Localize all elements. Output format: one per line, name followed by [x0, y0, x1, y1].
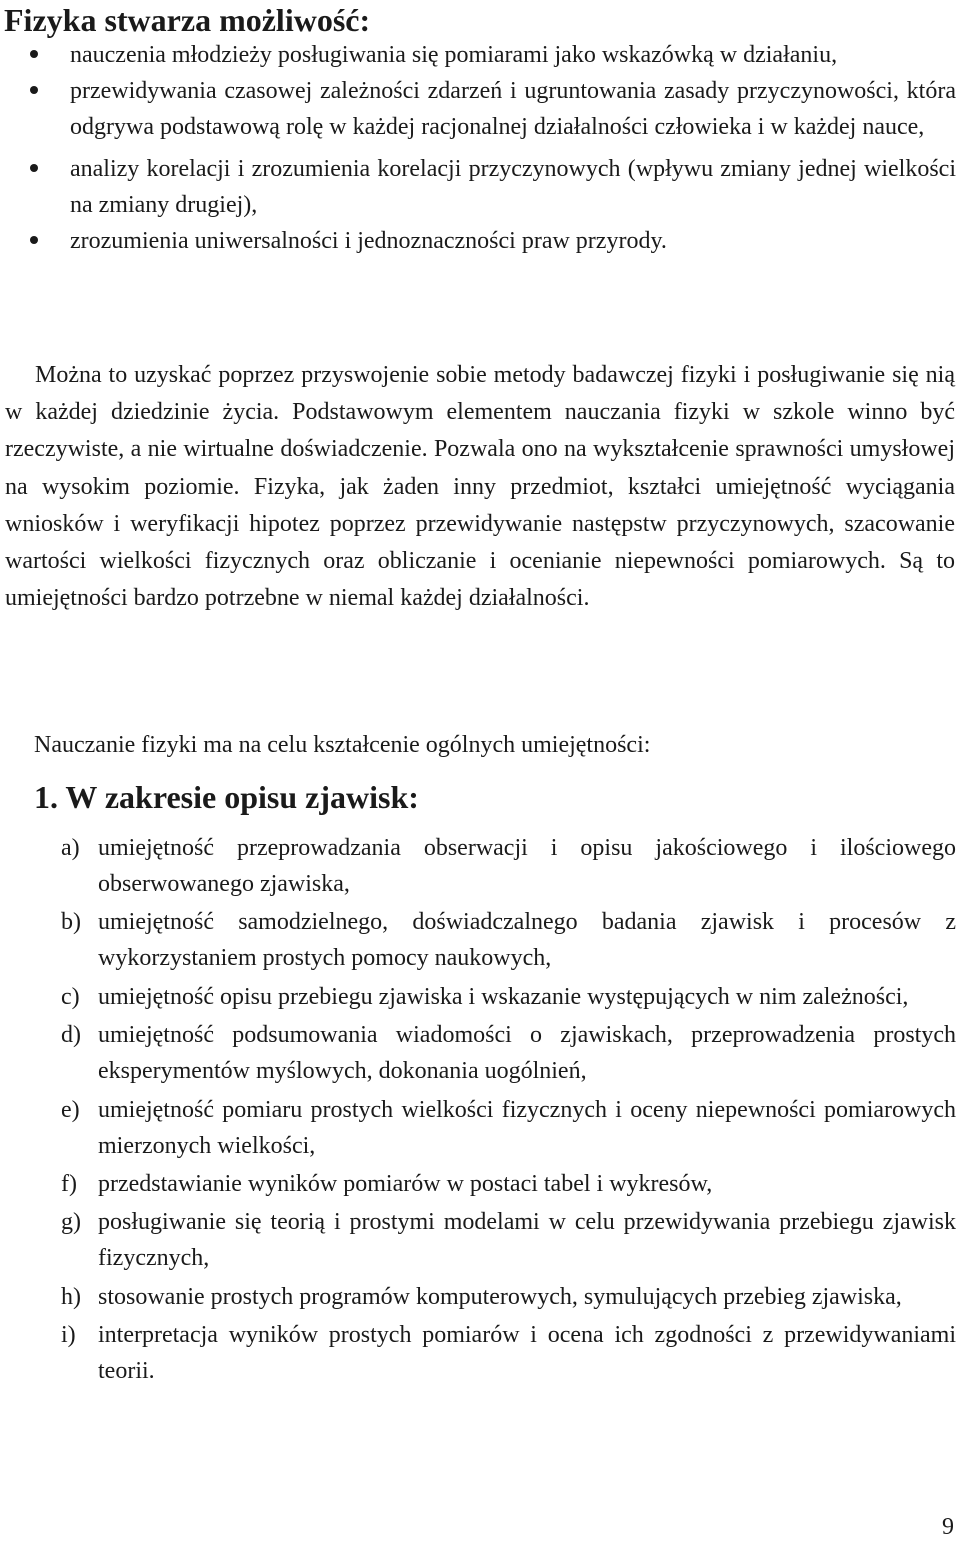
bullet-text: przewidywania czasowej zależności zdarzeń i ugruntowania zasady przyczynowości, która odgrywa podstawową rolę w każdej racjonalnej działalności człowieka i w każdej nauce,	[70, 78, 956, 140]
bullet-item	[0, 223, 956, 259]
page-heading: Fizyka stwarza możliwość:	[4, 2, 371, 38]
skills-list	[0, 830, 956, 1392]
bullet-item	[0, 151, 956, 223]
list-item-text: umiejętność opisu przebiegu zjawiska i wskazanie występujących w nim zależności,	[98, 983, 909, 1010]
list-item	[0, 1279, 956, 1315]
list-item	[0, 904, 956, 976]
list-item-text: umiejętność podsumowania wiadomości o zjawiskach, przeprowadzenia prostych eksperymentów myślowych, dokonania uogólnień,	[98, 1022, 956, 1085]
list-marker: i)	[61, 1322, 76, 1349]
list-item	[0, 1204, 956, 1276]
list-marker: c)	[61, 983, 80, 1010]
list-marker: e)	[61, 1096, 80, 1123]
body-paragraph: Można to uzyskać poprzez przyswojenie sobie metody badawczej fizyki i posługiwanie się nią w każdej dziedzinie życia. Podstawowym elementem nauczania fizyki w szkole winno być rzeczywiste, a nie wirtualne doświadczenie. Pozwala ono na wykształcenie sprawności umysłowej na wysokim poziomie. Fizyka, jak żaden inny przedmiot, kształci umiejętność wyciągania wniosków i weryfikacji hipotez poprzez przewidywanie następstw przyczynowych, szacowanie wartości wielkości fizycznych oraz obliczanie i ocenianie niepewności pomiarowych. Są to umiejętności bardzo potrzebne w niemal każdej działalności.	[5, 362, 955, 612]
bullet-icon	[30, 164, 38, 172]
list-item-text: przedstawianie wyników pomiarów w postaci tabel i wykresów,	[98, 1170, 713, 1197]
bullet-text: analizy korelacji i zrozumienia korelacji przyczynowych (wpływu zmiany jednej wielkości na zmiany drugiej),	[70, 156, 956, 218]
list-item-text: umiejętność pomiaru prostych wielkości fizycznych i oceny niepewności pomiarowych mierzonych wielkości,	[98, 1096, 956, 1159]
bullet-text: nauczenia młodzieży posługiwania się pomiarami jako wskazówką w działaniu,	[70, 42, 838, 68]
list-item-text: posługiwanie się teorią i prostymi modelami w celu przewidywania przebiegu zjawisk fizycznych,	[98, 1209, 956, 1272]
bullet-item	[0, 73, 956, 145]
list-item	[0, 1017, 956, 1089]
bullet-icon	[30, 86, 38, 94]
bullet-list	[0, 37, 956, 259]
bullet-icon	[30, 50, 38, 58]
section-title: 1. W zakresie opisu zjawisk:	[34, 779, 419, 815]
bullet-icon	[30, 236, 38, 244]
intro-line: Nauczanie fizyki ma na celu kształcenie ogólnych umiejętności:	[34, 732, 651, 758]
bullet-text: zrozumienia uniwersalności i jednoznaczności praw przyrody.	[70, 228, 667, 254]
list-marker: h)	[61, 1283, 81, 1310]
list-marker: d)	[61, 1022, 81, 1049]
list-item-text: umiejętność samodzielnego, doświadczalnego badania zjawisk i procesów z wykorzystaniem prostych pomocy naukowych,	[98, 909, 956, 972]
list-marker: b)	[61, 909, 81, 936]
list-marker: g)	[61, 1209, 81, 1236]
bullet-item	[0, 37, 956, 73]
list-item	[0, 1092, 956, 1164]
page-number: 9	[942, 1514, 954, 1540]
list-item	[0, 830, 956, 902]
list-item-text: umiejętność przeprowadzania obserwacji i opisu jakościowego i ilościowego obserwowanego zjawiska,	[98, 835, 956, 897]
list-marker: f)	[61, 1170, 77, 1197]
list-marker: a)	[61, 835, 80, 861]
list-item-text: interpretacja wyników prostych pomiarów i ocena ich zgodności z przewidywaniami teorii.	[98, 1322, 956, 1385]
list-item	[0, 1317, 956, 1389]
list-item	[0, 1166, 956, 1202]
list-item	[0, 979, 956, 1015]
list-item-text: stosowanie prostych programów komputerowych, symulujących przebieg zjawiska,	[98, 1283, 902, 1310]
